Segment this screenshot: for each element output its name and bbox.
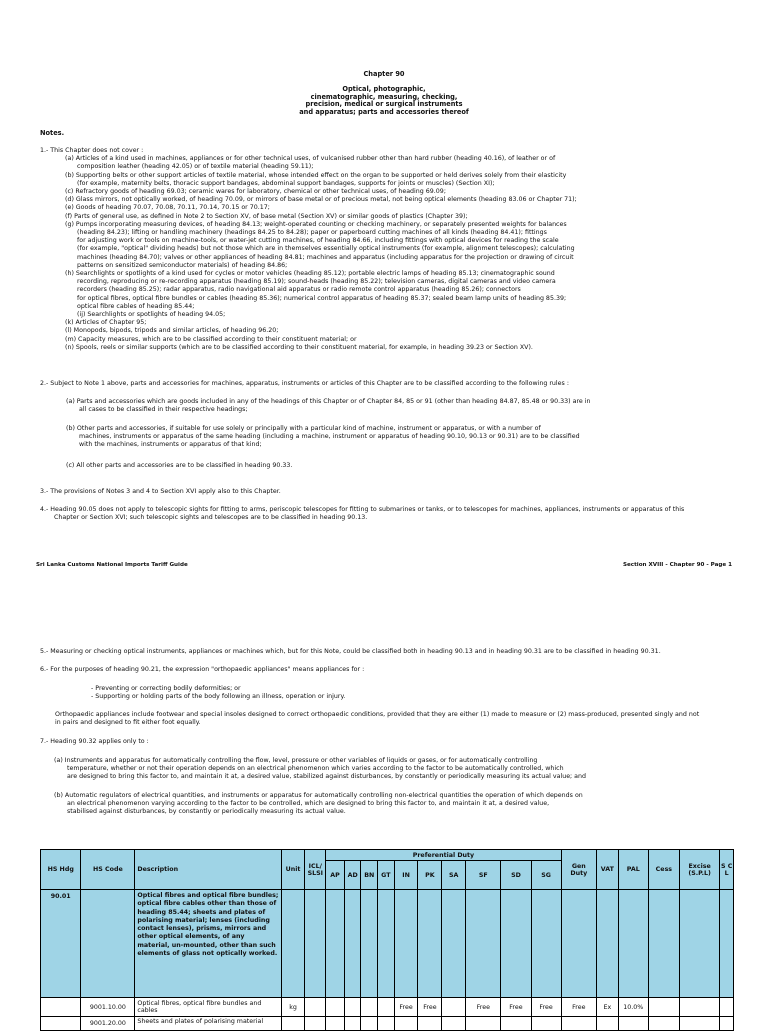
bn-cell — [361, 998, 378, 1017]
col-pref-bn: BN — [361, 861, 378, 890]
chapter-subtitle — [0, 86, 768, 116]
note-line: (f) Parts of general use, as defined in Note 2 to Section XV, of base metal (Section XV) or similar goods of plastics (Chapter 39); — [65, 212, 468, 220]
col-pref-in: IN — [394, 861, 418, 890]
note-6-items — [91, 685, 345, 701]
note-3: 3.- The provisions of Notes 3 and 4 to Section XVI apply also to this Chapter. — [40, 488, 281, 495]
note-7a — [54, 757, 586, 782]
note-line: (for example, "optical" dividing heads) but not those which are in themselves essentially optical instruments (for example, alignment telescopes); calculating — [77, 245, 575, 253]
note-line: (b) Supporting belts or other support articles of textile material, whose intended effect on the organ to be supported or held derives solely from their elasticity — [65, 171, 567, 179]
tariff-table — [40, 849, 734, 1031]
note-5: 5.- Measuring or checking optical instruments, appliances or machines which, but for this Note, could be classified both in heading 90.13 and in heading 90.31 are to be classified in heading 90.31. — [40, 648, 661, 655]
sf-cell: Free — [466, 998, 501, 1017]
col-pref-gt: GT — [378, 861, 395, 890]
note-line: (h) Searchlights or spotlights of a kind used for cycles or motor vehicles (heading 85.12); portable electric lamps of heading 85.13; cinematographic sound — [65, 270, 555, 278]
note-line: Orthopaedic appliances include footwear and special insoles designed to correct orthopaedic conditions, provided that they are either (1) made to measure or (2) mass-produced, presented singly and not — [55, 711, 700, 718]
note-line: (for example, maternity belts, thoracic support bandages, abdominal support bandages, supports for joints or muscles) (Section XI); — [77, 179, 495, 187]
note-line: (g) Pumps incorporating measuring devices, of heading 84.13; weight-operated counting or checking machinery, or separately presented weights for balances — [65, 220, 567, 228]
note-line: (b) Automatic regulators of electrical quantities, and instruments or apparatus for automatically controlling non-electrical quantities the operation of which depends on — [54, 792, 583, 799]
note-2a — [66, 398, 591, 414]
description-cell: Sheets and plates of polarising material — [135, 1017, 281, 1031]
pal-cell: 10.0% — [618, 998, 648, 1017]
note-line: Chapter or Section XVI; such telescopic sights and telescopes are to be classified in heading 90.13. — [54, 514, 368, 522]
description-cell: Optical fibres, optical fibre bundles and cables — [135, 998, 281, 1017]
gen-duty-cell: Free — [561, 998, 596, 1017]
title-line: and apparatus; parts and accessories thereof — [299, 107, 469, 116]
note-line: patterns on sensitized semiconductor materials) of heading 84.86; — [77, 261, 288, 269]
col-hs-code: HS Code — [81, 850, 135, 890]
vat-cell: Ex — [596, 998, 618, 1017]
note-6-para — [55, 711, 699, 727]
col-icl: ICL/ SLSI — [305, 850, 326, 890]
note-line: for optical fibres, optical fibre bundles or cables (heading 85.36); numerical control apparatus of heading 85.37; sealed beam lamp units of heading 85.39; — [77, 294, 567, 302]
footer-right: Section XVIII - Chapter 90 - Page 1 — [622, 562, 732, 568]
ap-cell — [326, 998, 345, 1017]
col-scl: S C L — [720, 850, 734, 890]
note-line: all cases to be classified in their respective headings; — [79, 406, 248, 414]
note-line: for adjusting work or tools on machine-tools, or water-jet cutting machines, of heading 84.66, including fittings with optical devices for reading the scale — [77, 237, 559, 245]
notes-heading: Notes. — [40, 129, 65, 137]
hs-code-cell: 9001.10.00 — [81, 998, 135, 1017]
chapter-title: Chapter 90 — [363, 70, 405, 78]
sa-cell — [442, 998, 466, 1017]
note-line: in pairs and designed to fit either foot equally. — [55, 719, 201, 727]
note-line: stabilised against disturbances, by constantly or periodically measuring its actual value. — [67, 808, 346, 816]
note-line: with the machines, instruments or apparatus of that kind; — [79, 441, 262, 449]
unit-cell: kg — [281, 998, 305, 1017]
col-preferential: Preferential Duty — [326, 850, 562, 861]
note-line: recording, reproducing or re-recording apparatus (heading 85.19); sound-heads (heading 85.22); television cameras, digital cameras and video camera — [77, 278, 556, 286]
table-row — [41, 998, 734, 1017]
note-2b — [66, 425, 580, 450]
col-pref-sf: SF — [466, 861, 501, 890]
note-line: 4.- Heading 90.05 does not apply to telescopic sights for fitting to arms, periscopic telescopes for fitting to submarines or tanks, or to telescopes for machines, appliances, instruments or apparatus of this — [40, 506, 685, 513]
pk-cell: Free — [418, 998, 442, 1017]
note-7b — [54, 792, 583, 817]
note-line: composition leather (heading 42.05) or of textile material (heading 59.11); — [77, 163, 314, 171]
heading-description: Optical fibres and optical fibre bundles; optical fibre cables other than those of heading 85.44; sheets and plates of polarising material; lenses (including contact lenses), prisms, mirrors and other optical elements, of any material, un-mounted, other than such elements of glass not optically worked. — [135, 890, 281, 998]
col-pref-pk: PK — [418, 861, 442, 890]
icl-cell — [305, 998, 326, 1017]
hs-code-cell: 9001.20.00 — [81, 1017, 135, 1031]
note-line: (e) Goods of heading 70.07, 70.08, 70.11, 70.14, 70.15 or 70.17; — [65, 204, 270, 212]
gt-cell — [378, 998, 395, 1017]
col-pref-ad: AD — [344, 861, 361, 890]
note-line: temperature, whether or not their operation depends on an electrical phenomenon which varies according to the factor to be automatically controlled, which — [67, 765, 564, 773]
note-7-intro: 7.- Heading 90.32 applies only to : — [40, 738, 149, 745]
note-line: machines, instruments or apparatus of the same heading (including a machine, instrument or apparatus of heading 90.10, 90.13 or 90.31) are to be classified — [79, 433, 580, 441]
table-heading-row — [41, 890, 734, 998]
col-excise: Excise (S.P.L) — [679, 850, 719, 890]
scl-cell — [720, 998, 734, 1017]
note-line: are designed to bring this factor to, and maintain it at, a desired value, stabilized against disturbances, by constantly or periodically measuring its actual value; and — [67, 773, 587, 781]
col-cess: Cess — [648, 850, 679, 890]
cess-cell — [648, 998, 679, 1017]
note-line: (m) Capacity measures, which are to be classified according to their constituent material; or — [65, 335, 357, 343]
note-line: (b) Other parts and accessories, if suitable for use solely or principally with a particular kind of machine, instrument or apparatus, or with a number of — [66, 425, 541, 432]
col-hs-hdg: HS Hdg — [41, 850, 81, 890]
note-line: (c) Refractory goods of heading 69.03; ceramic wares for laboratory, chemical or other technical uses, of heading 69.09; — [65, 188, 446, 196]
col-vat: VAT — [596, 850, 618, 890]
note-line: optical fibre cables of heading 85.44; — [77, 302, 195, 310]
col-pref-sa: SA — [442, 861, 466, 890]
note-line: recorders (heading 85.25); radar apparatus, radio navigational aid apparatus or radio remote control apparatus (heading 85.26); connectors — [77, 286, 521, 294]
note-line: - Preventing or correcting bodily deformities; or — [91, 685, 241, 692]
title-line: cinematographic, measuring, checking, — [310, 92, 458, 101]
note-1 — [40, 147, 577, 352]
note-6-intro: 6.- For the purposes of heading 90.21, the expression "orthopaedic appliances" means appliances for : — [40, 666, 365, 673]
note-line: (n) Spools, reels or similar supports (which are to be classified according to their constituent material, for example, in heading 39.23 or Section XV). — [65, 343, 533, 351]
in-cell: Free — [394, 998, 418, 1017]
note-line: (a) Instruments and apparatus for automatically controlling the flow, level, pressure or other variables of liquids or gases, or for automatically controlling — [54, 757, 538, 764]
note-line: - Supporting or holding parts of the body following an illness, operation or injury. — [91, 693, 346, 701]
excise-cell — [679, 998, 719, 1017]
note-line: (a) Parts and accessories which are goods included in any of the headings of this Chapter or of Chapter 84, 85 or 91 (other than heading 84.87, 85.48 or 90.33) are in — [66, 398, 591, 405]
footer-left: Sri Lanka Customs National Imports Tariff Guide — [36, 562, 188, 568]
col-unit: Unit — [281, 850, 305, 890]
note-line: (heading 84.23); lifting or handling machinery (headings 84.25 to 84.28); paper or paperboard cutting machines of all kinds (heading 84.41); fittings — [77, 229, 547, 237]
col-pref-sg: SG — [531, 861, 561, 890]
note-line: (k) Articles of Chapter 95; — [65, 319, 147, 327]
sg-cell: Free — [531, 998, 561, 1017]
note-4 — [40, 506, 684, 522]
note-line: (l) Monopods, bipods, tripods and similar articles, of heading 96.20; — [65, 327, 279, 335]
title-line: precision, medical or surgical instruments — [305, 100, 463, 109]
title-line: Optical, photographic, — [342, 85, 426, 93]
note-line: (d) Glass mirrors, not optically worked, of heading 70.09, or mirrors of base metal or of precious metal, not being optical elements (heading 83.06 or Chapter 71); — [65, 196, 577, 204]
heading-code: 90.01 — [41, 890, 81, 998]
ad-cell — [344, 998, 361, 1017]
col-description: Description — [135, 850, 281, 890]
col-pref-ap: AP — [326, 861, 345, 890]
note-line: an electrical phenomenon varying according to the factor to be controlled, which are designed to bring this factor to, and maintain it at, a desired value, — [67, 800, 550, 808]
note-line: machines (heading 84.70); valves or other appliances of heading 84.81; machines and apparatus (including apparatus for the projection or drawing of circuit — [77, 253, 574, 261]
note-line: (a) Articles of a kind used in machines, appliances or for other technical uses, of vulcanised rubber other than hard rubber (heading 40.16), of leather or of — [65, 155, 556, 163]
note-line: (ij) Searchlights or spotlights of heading 94.05; — [77, 311, 226, 319]
col-pal: PAL — [618, 850, 648, 890]
note-2-intro: 2.- Subject to Note 1 above, parts and accessories for machines, apparatus, instruments or articles of this Chapter are to be classified according to the following rules : — [40, 380, 569, 387]
note-line: 1.- This Chapter does not cover : — [40, 147, 144, 154]
sd-cell: Free — [501, 998, 531, 1017]
note-2c: (c) All other parts and accessories are to be classified in heading 90.33. — [66, 462, 293, 469]
col-gen-duty: Gen Duty — [561, 850, 596, 890]
col-pref-sd: SD — [501, 861, 531, 890]
